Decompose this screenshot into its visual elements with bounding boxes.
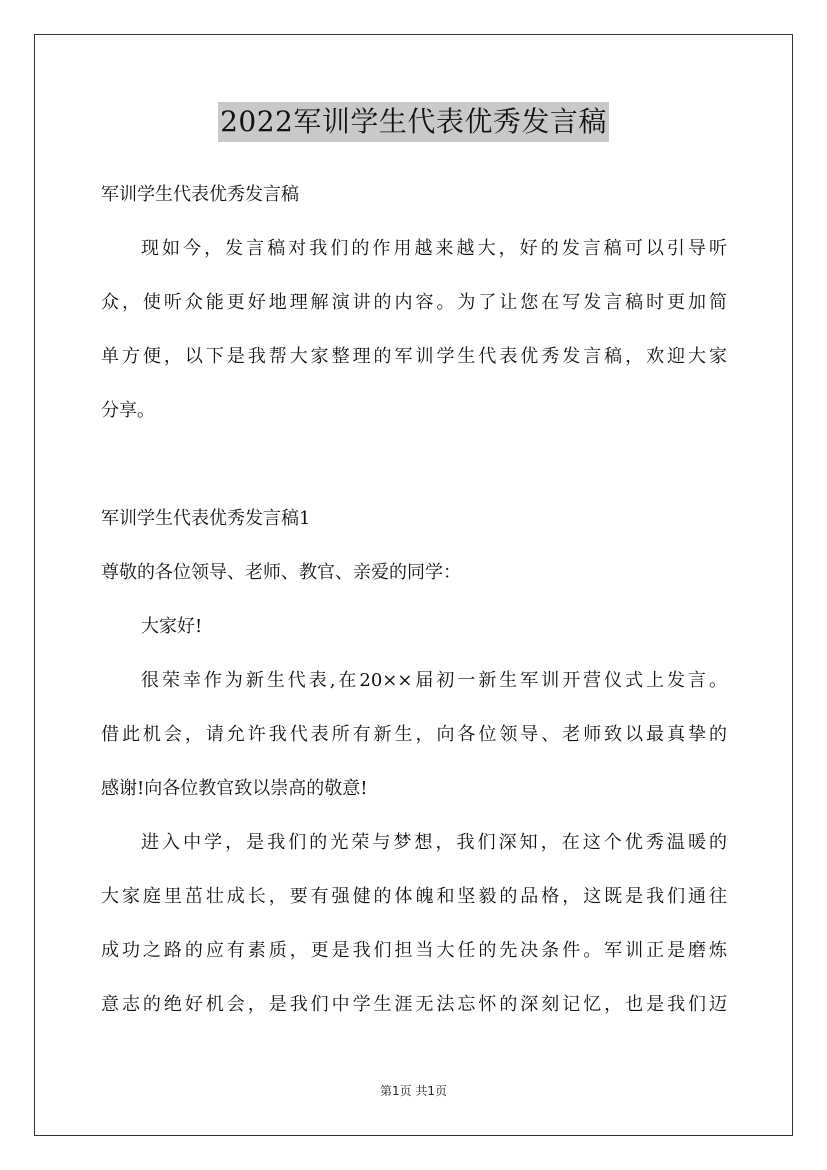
page-footer: 第1页 共1页	[379, 1084, 448, 1098]
title-container	[0, 102, 827, 142]
paragraph-line: 感谢!向各位教官致以崇高的敬意!	[101, 778, 368, 799]
paragraph-gap	[101, 438, 727, 492]
intro-line: 众，使听众能更好地理解演讲的内容。为了让您在写发言稿时更加简	[101, 292, 727, 313]
paragraph-line: 借此机会，请允许我代表所有新生，向各位领导、老师致以最真挚的	[101, 724, 727, 745]
paragraph-line: 成功之路的应有素质，更是我们担当大任的先决条件。军训正是磨炼	[101, 940, 727, 961]
paragraph-line: 意志的绝好机会，是我们中学生涯无法忘怀的深刻记忆，也是我们迈	[101, 994, 727, 1015]
subtitle: 军训学生代表优秀发言稿	[101, 184, 299, 205]
document-title: 2022军训学生代表优秀发言稿	[218, 102, 609, 142]
paragraph-line: 进入中学，是我们的光荣与梦想，我们深知，在这个优秀温暖的	[141, 832, 727, 853]
document-body	[101, 168, 727, 1032]
salutation: 尊敬的各位领导、老师、教官、亲爱的同学：	[101, 562, 461, 583]
paragraph-line: 大家庭里茁壮成长，要有强健的体魄和坚毅的品格，这既是我们通往	[101, 886, 727, 907]
intro-line: 现如今，发言稿对我们的作用越来越大，好的发言稿可以引导听	[141, 238, 727, 259]
paragraph-line: 很荣幸作为新生代表,在20××届初一新生军训开营仪式上发言。	[141, 670, 727, 691]
greeting: 大家好!	[141, 616, 203, 637]
intro-line: 分享。	[101, 400, 155, 421]
intro-line: 单方便，以下是我帮大家整理的军训学生代表优秀发言稿，欢迎大家	[101, 346, 727, 367]
section-heading: 军训学生代表优秀发言稿1	[101, 508, 311, 529]
